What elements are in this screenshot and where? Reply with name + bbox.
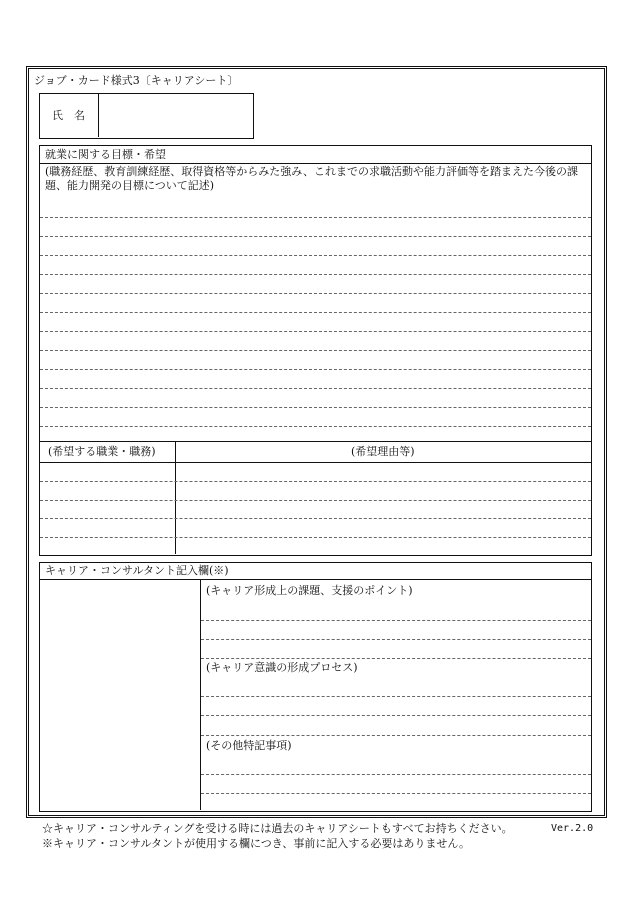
- goals-writing-line: [40, 388, 591, 389]
- support-points-line: [201, 620, 591, 621]
- career-process-line: [201, 735, 591, 736]
- desired-job-line: [40, 500, 591, 501]
- name-box: [39, 93, 254, 139]
- goals-table-header-rule: [40, 462, 591, 463]
- support-points-label: (キャリア形成上の課題、支援のポイント): [206, 584, 413, 597]
- goals-writing-line: [40, 331, 591, 332]
- goals-writing-line: [40, 369, 591, 370]
- desired-job-label: (希望する職業・職務): [48, 445, 156, 458]
- goals-section: [39, 145, 592, 556]
- goals-writing-line: [40, 274, 591, 275]
- support-points-line: [201, 639, 591, 640]
- goals-heading-rule: [40, 163, 591, 164]
- goals-writing-line: [40, 217, 591, 218]
- version-label: Ver.2.0: [551, 823, 594, 834]
- consultant-section: [39, 562, 592, 812]
- consultant-heading: キャリア・コンサルタント記入欄(※): [45, 564, 229, 577]
- other-notes-label: (その他特記事項): [206, 739, 292, 752]
- goals-heading: 就業に関する目標・希望: [45, 148, 166, 161]
- desired-job-line: [40, 537, 591, 538]
- other-notes-line: [201, 793, 591, 794]
- footer-note-consultant-only: ※キャリア・コンサルタントが使用する欄につき、事前に記入する必要はありません。: [42, 837, 471, 850]
- goals-instruction: (職務経歴、教育訓練経歴、取得資格等からみた強み、これまでの求職活動や能力評価等を踏まえた今後の課題、能力開発の目標について記述): [45, 165, 578, 192]
- career-process-line: [201, 696, 591, 697]
- goals-writing-line: [40, 293, 591, 294]
- goals-writing-line: [40, 255, 591, 256]
- goals-writing-line: [40, 426, 591, 427]
- career-process-label: (キャリア意識の形成プロセス): [206, 661, 358, 674]
- career-process-line: [201, 715, 591, 716]
- reason-label: (希望理由等): [351, 445, 415, 458]
- goals-writing-line: [40, 236, 591, 237]
- goals-writing-line: [40, 407, 591, 408]
- goals-writing-line: [40, 312, 591, 313]
- desired-job-line: [40, 481, 591, 482]
- consultant-heading-rule: [40, 579, 591, 580]
- support-points-line: [201, 658, 591, 659]
- footer-note-bring-sheets: ☆キャリア・コンサルティングを受ける時には過去のキャリアシートもすべてお持ちください。: [42, 822, 513, 835]
- form-title: ジョブ・カード様式3〔キャリアシート〕: [34, 74, 239, 87]
- goals-writing-line: [40, 350, 591, 351]
- desired-job-line: [40, 518, 591, 519]
- consultant-divider: [200, 579, 201, 810]
- other-notes-line: [201, 774, 591, 775]
- name-divider: [98, 94, 99, 137]
- name-label: 氏 名: [52, 109, 85, 122]
- goals-table-rule: [40, 441, 591, 442]
